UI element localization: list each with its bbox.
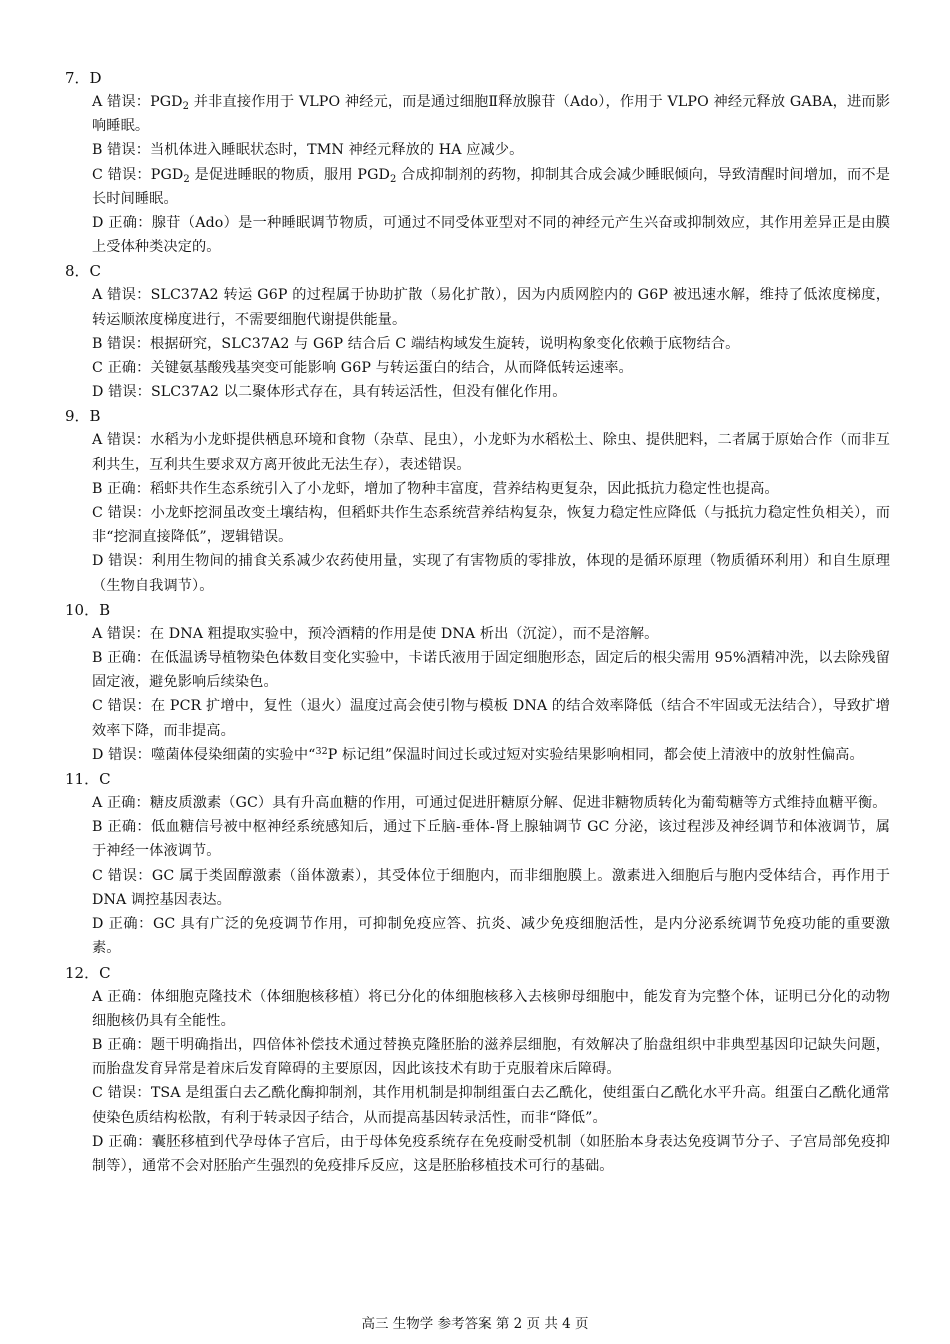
- answer-block: [60, 66, 890, 259]
- option-explanation: C 错误：$PGD_2$ 是促进睡眠的物质，服用 $PGD_2$ 合成抑制剂的药物，抑制其合成会减少睡眠倾向，导致清醒时间增加，而不是长时间睡眠。: [92, 166, 891, 207]
- answer-block: [60, 767, 890, 960]
- option-explanation: B 错误：当机体进入睡眠状态时，TMN 神经元释放的 HA 应减少。: [92, 142, 524, 159]
- answer-block: [60, 961, 890, 1179]
- option-explanation: B 正确：题干明确指出，四倍体补偿技术通过替换克隆胚胎的滋养层细胞，有效解决了胎盘组织中非典型基因印记缺失问题，而胎盘发育异常是着床后发育障碍的主要原因，因此该技术有助于克服着床后障碍。: [92, 1036, 890, 1078]
- option-explanation: C 错误：TSA 是组蛋白去乙酰化酶抑制剂，其作用机制是抑制组蛋白去乙酰化，使组蛋白乙酰化水平升高。组蛋白乙酰化通常使染色质结构松散，有利于转录因子结合，从而提高基因转录活性，而非“降低”。: [92, 1085, 890, 1126]
- option-explanation: C 错误：GC 属于类固醇激素（甾体激素），其受体位于细胞内，而非细胞膜上。激素进入细胞后与胞内受体结合，再作用于 DNA 调控基因表达。: [92, 867, 890, 908]
- option-explanation: A 错误：水稻为小龙虾提供栖息环境和食物（杂草、昆虫），小龙虾为水稻松土、除虫、提供肥料，二者属于原始合作（而非互利共生，互利共生要求双方离开彼此无法生存），表述错误。: [92, 432, 890, 473]
- option-explanation: D 正确：囊胚移植到代孕母体子宫后，由于母体免疫系统存在免疫耐受机制（如胚胎本身表达免疫调节分子、子宫局部免疫抑制等），通常不会对胚胎产生强烈的免疫排斥反应，这是胚胎移植技术可行的基础。: [92, 1133, 890, 1174]
- option-explanation: D 正确：腺苷（Ado）是一种睡眠调节物质，可通过不同受体亚型对不同的神经元产生兴奋或抑制效应，其作用差异正是由膜上受体种类决定的。: [92, 215, 890, 256]
- question-number: 7．D: [65, 69, 102, 87]
- page-footer: 高三 生物学 参考答案 第 2 页 共 4 页: [361, 1316, 589, 1332]
- option-explanation: B 正确：稻虾共作生态系统引入了小龙虾，增加了物种丰富度，营养结构更复杂，因此抵抗力稳定性也提高。: [92, 480, 779, 497]
- option-explanation: B 正确：在低温诱导植物染色体数目变化实验中，卡诺氏液用于固定细胞形态，固定后的根尖需用 95%酒精冲洗，以去除残留固定液，避免影响后续染色。: [92, 650, 890, 691]
- answer-block: [60, 259, 890, 404]
- option-explanation: A 错误：在 DNA 粗提取实验中，预冷酒精的作用是使 DNA 析出（沉淀），而不是溶解。: [92, 625, 659, 642]
- option-explanation: D 错误：SLC37A2 以二聚体形式存在，具有转运活性，但没有催化作用。: [92, 384, 567, 401]
- option-explanation: B 正确：低血糖信号被中枢神经系统感知后，通过下丘脑-垂体-肾上腺轴调节 GC 分泌，该过程涉及神经调节和体液调节，属于神经一体液调节。: [92, 819, 890, 860]
- option-explanation: D 正确：GC 具有广泛的免疫调节作用，可抑制免疫应答、抗炎、减少免疫细胞活性，是内分泌系统调节免疫功能的重要激素。: [92, 916, 890, 957]
- option-explanation: A 正确：体细胞克隆技术（体细胞核移植）将已分化的体细胞核移入去核卵母细胞中，能发育为完整个体，证明已分化的动物细胞核仍具有全能性。: [92, 988, 890, 1029]
- question-number: 8．C: [65, 262, 102, 281]
- question-number: 9．B: [65, 407, 101, 426]
- option-explanation: C 错误：小龙虾挖洞虽改变土壤结构，但稻虾共作生态系统营养结构复杂，恢复力稳定性应降低（与抵抗力稳定性负相关），而非“挖洞直接降低”，逻辑错误。: [92, 505, 890, 546]
- answer-content: [60, 66, 890, 1178]
- answer-block: [60, 598, 890, 767]
- question-number: 10．B: [65, 600, 111, 619]
- option-explanation: C 错误：在 PCR 扩增中，复性（退火）温度过高会使引物与模板 DNA 的结合效率降低（结合不牢固或无法结合），导致扩增效率下降，而非提高。: [92, 698, 890, 739]
- option-explanation: B 错误：根据研究，SLC37A2 与 G6P 结合后 C 端结构域发生旋转，说明构象变化依赖于底物结合。: [92, 335, 740, 352]
- option-explanation: A 错误：$PGD_2$ 并非直接作用于 VLPO 神经元，而是通过细胞Ⅱ释放腺苷（Ado），作用于 VLPO 神经元释放 GABA，进而影响睡眠。: [92, 94, 890, 135]
- option-explanation: D 错误：噬菌体侵染细菌的实验中“$^{32}$P 标记组”保温时间过长或过短对实验结果影响相同，都会使上清液中的放射性偏高。: [92, 745, 864, 763]
- option-explanation: C 正确：关键氨基酸残基突变可能影响 G6P 与转运蛋白的结合，从而降低转运速率。: [92, 360, 633, 377]
- option-explanation: D 错误：利用生物间的捕食关系减少农药使用量，实现了有害物质的零排放，体现的是循环原理（物质循环利用）和自生原理（生物自我调节）。: [92, 553, 890, 594]
- question-number: 11．C: [65, 770, 111, 789]
- option-explanation: A 正确：糖皮质激素（GC）具有升高血糖的作用，可通过促进肝糖原分解、促进非糖物质转化为葡萄糖等方式维持血糖平衡。: [92, 795, 887, 812]
- question-number: 12．C: [65, 963, 111, 982]
- option-explanation: A 错误：SLC37A2 转运 G6P 的过程属于协助扩散（易化扩散），因为内质网腔内的 G6P 被迅速水解，维持了低浓度梯度，转运顺浓度梯度进行，不需要细胞代谢提供能量。: [92, 287, 890, 328]
- answer-block: [60, 404, 890, 597]
